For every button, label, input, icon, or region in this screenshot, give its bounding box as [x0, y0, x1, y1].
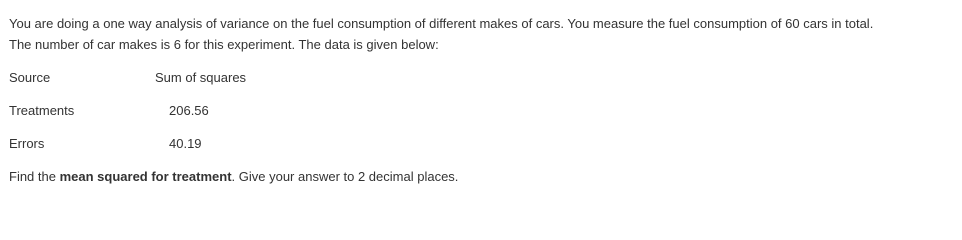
header-sum-of-squares: Sum of squares [155, 70, 247, 85]
prompt-prefix: Find the [9, 169, 60, 184]
question-prompt [9, 169, 458, 184]
table-row [9, 103, 409, 136]
prompt-suffix: . Give your answer to 2 decimal places. [231, 169, 459, 184]
row-sum-of-squares: 206.56 [169, 103, 209, 118]
header-source: Source [9, 70, 51, 85]
anova-table-header [9, 70, 409, 103]
row-source: Errors [9, 136, 45, 151]
row-sum-of-squares: 40.19 [169, 136, 202, 151]
problem-statement [9, 13, 954, 55]
prompt-emphasis: mean squared for treatment [59, 169, 232, 184]
problem-statement-line-2: The number of car makes is 6 for this experiment. The data is given below: [9, 37, 439, 52]
problem-statement-line-1: You are doing a one way analysis of variance on the fuel consumption of different makes of cars. You measure the fuel consumption of 60 cars in total. [9, 16, 874, 31]
anova-table [9, 70, 409, 169]
table-row [9, 136, 409, 169]
row-source: Treatments [9, 103, 75, 118]
